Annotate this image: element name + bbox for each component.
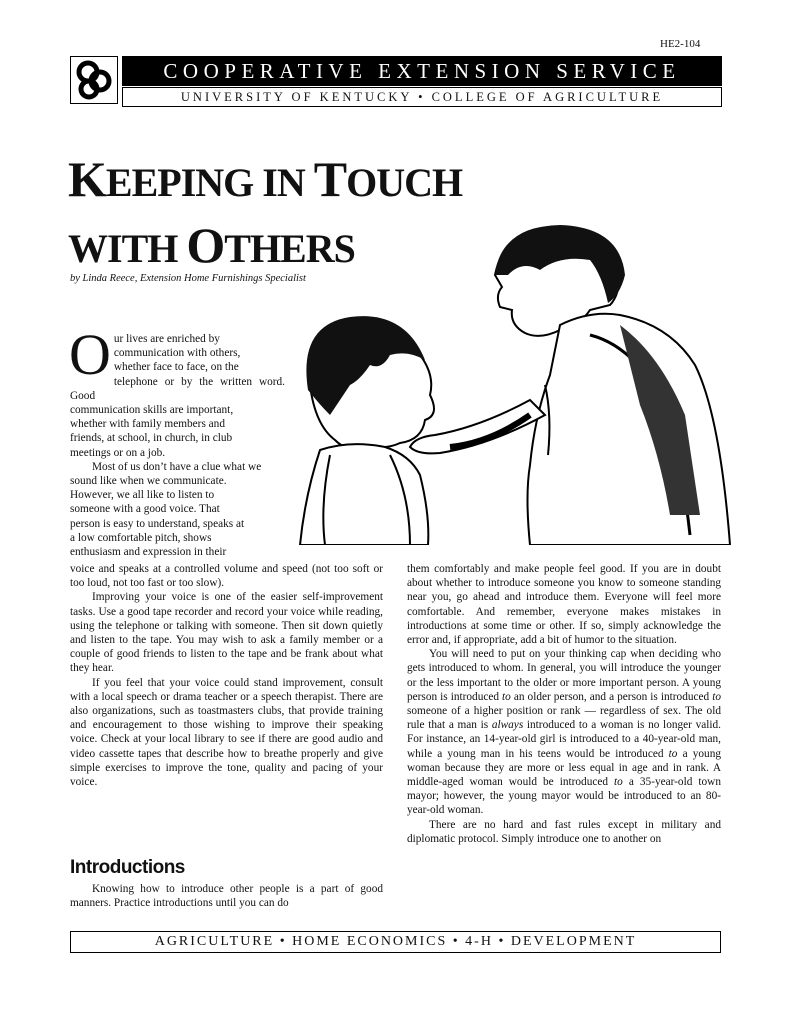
publication-number: HE2-104 xyxy=(660,38,701,50)
page-title: KEEPING IN TOUCH WITH OTHERS xyxy=(68,151,463,273)
drop-cap: O xyxy=(69,322,111,387)
extension-logo-icon xyxy=(70,56,118,104)
masthead-title: COOPERATIVE EXTENSION SERVICE xyxy=(122,56,722,86)
left-column-body: voice and speaks at a controlled volume and speed (not too soft or too loud, not too fast or too slow). Improving your voice is one of the easier self-improvement tasks. Use a good tape recorder and record your voice while reading, using the telephone or talking with someone. Then sit down quietly and listen to the tape. You may wish to ask a family member or a couple of good friends to listen to the tape and be frank about what they hear. If you feel that your voice could stand improvement, consult with a local speech or drama teacher or a speech therapist. There are also organizations, such as toastmasters clubs, that provide training and encouragement to those wishing to improve their speaking voice. Check at your local library to see if there are good audio and video cassette tapes that describe how to breathe properly and give simple exercises to improve the tone, quality and pacing of your voice. xyxy=(70,563,383,789)
man-and-boy-illustration xyxy=(290,215,735,545)
footer-banner: AGRICULTURE • HOME ECONOMICS • 4-H • DEVELOPMENT xyxy=(70,931,721,953)
masthead-subtitle: UNIVERSITY OF KENTUCKY • COLLEGE OF AGRICULTURE xyxy=(122,87,722,107)
byline: by Linda Reece, Extension Home Furnishings Specialist xyxy=(70,273,306,284)
left-column-intro: O ur lives are enriched by communication with others, whether face to face, on the telephone or by the written word. Good communication skills are important, whether with family members and friends, at school, in church, in club meetings or on a job. Most of us don’t have a clue what we sound like when we communicate. However, we all like to listen to someone with a good voice. That person is easy to understand, speaks at a low comfortable pitch, shows enthusiasm and expression in their xyxy=(69,322,285,559)
right-column-body: them comfortably and make people feel good. If you are in doubt about whether to introduce someone you know to someone standing near you, go ahead and introduce them. Everyone will feel more comfortable. And remember, everyone makes mistakes in introductions at some time or other. If so, simply acknowledge the error and, if appropriate, add a bit of humor to the situation. You will need to put on your thinking cap when deciding who gets introduced to whom. In general, you will introduce the younger or the less important to the older or more important person. A young person is introduced to an older person, and a person is introduced to someone of a higher position or rank — regardless of sex. The old rule that a man is always introduced to a woman is no longer valid. For instance, an 14-year-old girl is introduced to a 40-year-old man, while a young man in his teens would be introduced to a young woman because they are more or less equal in age and in rank. A middle-aged woman would be introduced to a 35-year-old town mayor; however, the young mayor would be introduced to an 80-year-old woman. There are no hard and fast rules except in military and diplomatic protocol. Simply introduce one to another on xyxy=(407,563,721,845)
left-column-introductions: Knowing how to introduce other people is a part of good manners. Practice introductions until you can do xyxy=(70,883,383,910)
section-heading-introductions: Introductions xyxy=(70,857,185,878)
